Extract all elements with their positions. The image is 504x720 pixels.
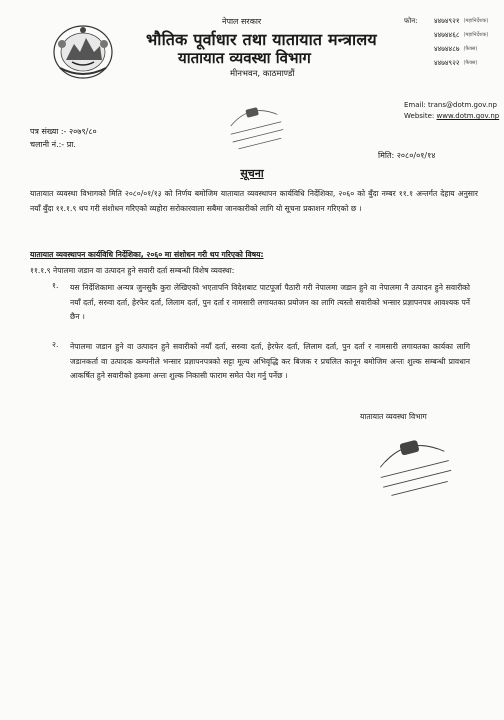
website-line [404, 112, 499, 120]
phone-row [404, 14, 488, 28]
phone-list [404, 14, 488, 70]
phone-tag: (फैक्स) [463, 60, 478, 66]
item-number: १. [52, 281, 59, 290]
notice-date [378, 150, 435, 161]
dispatch-number [30, 139, 76, 150]
phone-number: ४४७४९२१ [434, 17, 460, 25]
phone-label [404, 28, 430, 42]
email-label: Email: [404, 101, 426, 109]
notice-subject: यातायात व्यवस्थापन कार्यविधि निर्देशिका, २०६० मा संशोधन गरी थप गरिएको विषय: [30, 250, 264, 259]
date-label: मिति: [378, 151, 395, 160]
phone-row [404, 42, 488, 56]
phone-row [404, 28, 488, 42]
phone-tag: (महानिर्देशक) [463, 18, 489, 24]
notice-intro: ११.१.९ नेपालमा जडान वा उत्पादन हुने सवारी दर्ता सम्बन्धी विशेष व्यवस्था: [30, 266, 235, 275]
phone-label [404, 42, 430, 56]
govt-label: नेपाल सरकार [222, 17, 262, 26]
reference-number [30, 126, 97, 137]
department-name: यातायात व्यवस्था विभाग [178, 49, 311, 67]
office-address: मीनभवन, काठमाण्डौं [230, 69, 295, 79]
phone-row [404, 56, 488, 70]
signature-label: यातायात व्यवस्था विभाग [360, 412, 427, 421]
nepal-emblem-logo [52, 22, 114, 80]
office-stamp [360, 425, 470, 515]
website-link[interactable]: www.dotm.gov.np [436, 112, 500, 120]
item-number: २. [52, 340, 59, 349]
email-line [404, 101, 497, 109]
phone-tag: (फैक्स) [463, 46, 478, 52]
list-item: यस निर्देशिकामा अन्यत्र जुनसुकै कुरा लेखिएको भएतापनि विदेशबाट पाटपूर्जा पैठारी गरी नेपालमा जडान हुने वा नेपालमा नै उत्पादन हुने सवारीको नयाँ दर्ता, सरुवा दर्ता, हेरफेर दर्ता, लिलाम दर्ता, पुन दर्ता र नामसारी लगायतका प्रयोजन का लागि त्यस्तो सवारीको भन्सार प्रज्ञापनपत्र आवश्यक पर्ने छैन । [70, 283, 470, 321]
ministry-name: भौतिक पूर्वाधार तथा यातायात मन्त्रालय [146, 30, 377, 49]
dispatch-value: प्रा. [66, 140, 76, 149]
website-label: Website: [404, 112, 435, 120]
phone-label [404, 56, 430, 70]
ref-value: २०७९/८० [68, 127, 97, 136]
notice-title-text: सूचना [240, 167, 264, 180]
list-item: नेपालमा जडान हुने वा उत्पादन हुने सवारीको नयाँ दर्ता, सरुवा दर्ता, हेरफेर दर्ता, लिलाम दर्ता, पुन दर्ता र नामसारी लगायतका कार्यका लागि जडानकर्ता वा उत्पादक कम्पनीले भन्सार प्रज्ञापनपत्रको सट्टा मूल्य अभिवृद्धि कर बिजक र प्रचलित कानून बमोजिम अन्तः शुल्क सम्बन्धी प्रावधान आकर्षित हुने सवारीको हकमा अन्तः शुल्क निकासी फाराम समेत पेश गर्नु पर्नेछ । [70, 342, 470, 380]
ref-label: पत्र संख्या :- [30, 127, 67, 136]
notice-title [0, 166, 504, 181]
phone-number: ४४७४४८७ [434, 45, 460, 53]
dispatch-label: चलानी नं.:- [30, 140, 65, 149]
date-value: २०८०/०१/१४ [396, 151, 436, 160]
phone-number: ४४७४९२२ [434, 59, 460, 67]
notice-paragraph: यातायात व्यवस्था विभागको मिति २०८०/०१/१३ को निर्णय बमोजिम यातायात व्यवस्थापन कार्यविधि निर्देशिका, २०६० को बुँदा नम्बर ११.१ अन्तर्गत देहाय अनुसार नयाँ बुँदा ११.१.९ थप गरी संशोधन गरिएको व्यहोरा सरोकारवाला सबैमा जानकारीको लागि यो सूचना प्रकाशन गरिएको छ । [30, 189, 478, 213]
email-link[interactable]: trans@dotm.gov.np [428, 101, 497, 109]
phone-number: ४४७४४६८ [434, 31, 460, 39]
phone-tag: (महानिर्देशक) [463, 32, 489, 38]
phone-label: फोन: [404, 17, 418, 25]
office-stamp [212, 98, 300, 158]
